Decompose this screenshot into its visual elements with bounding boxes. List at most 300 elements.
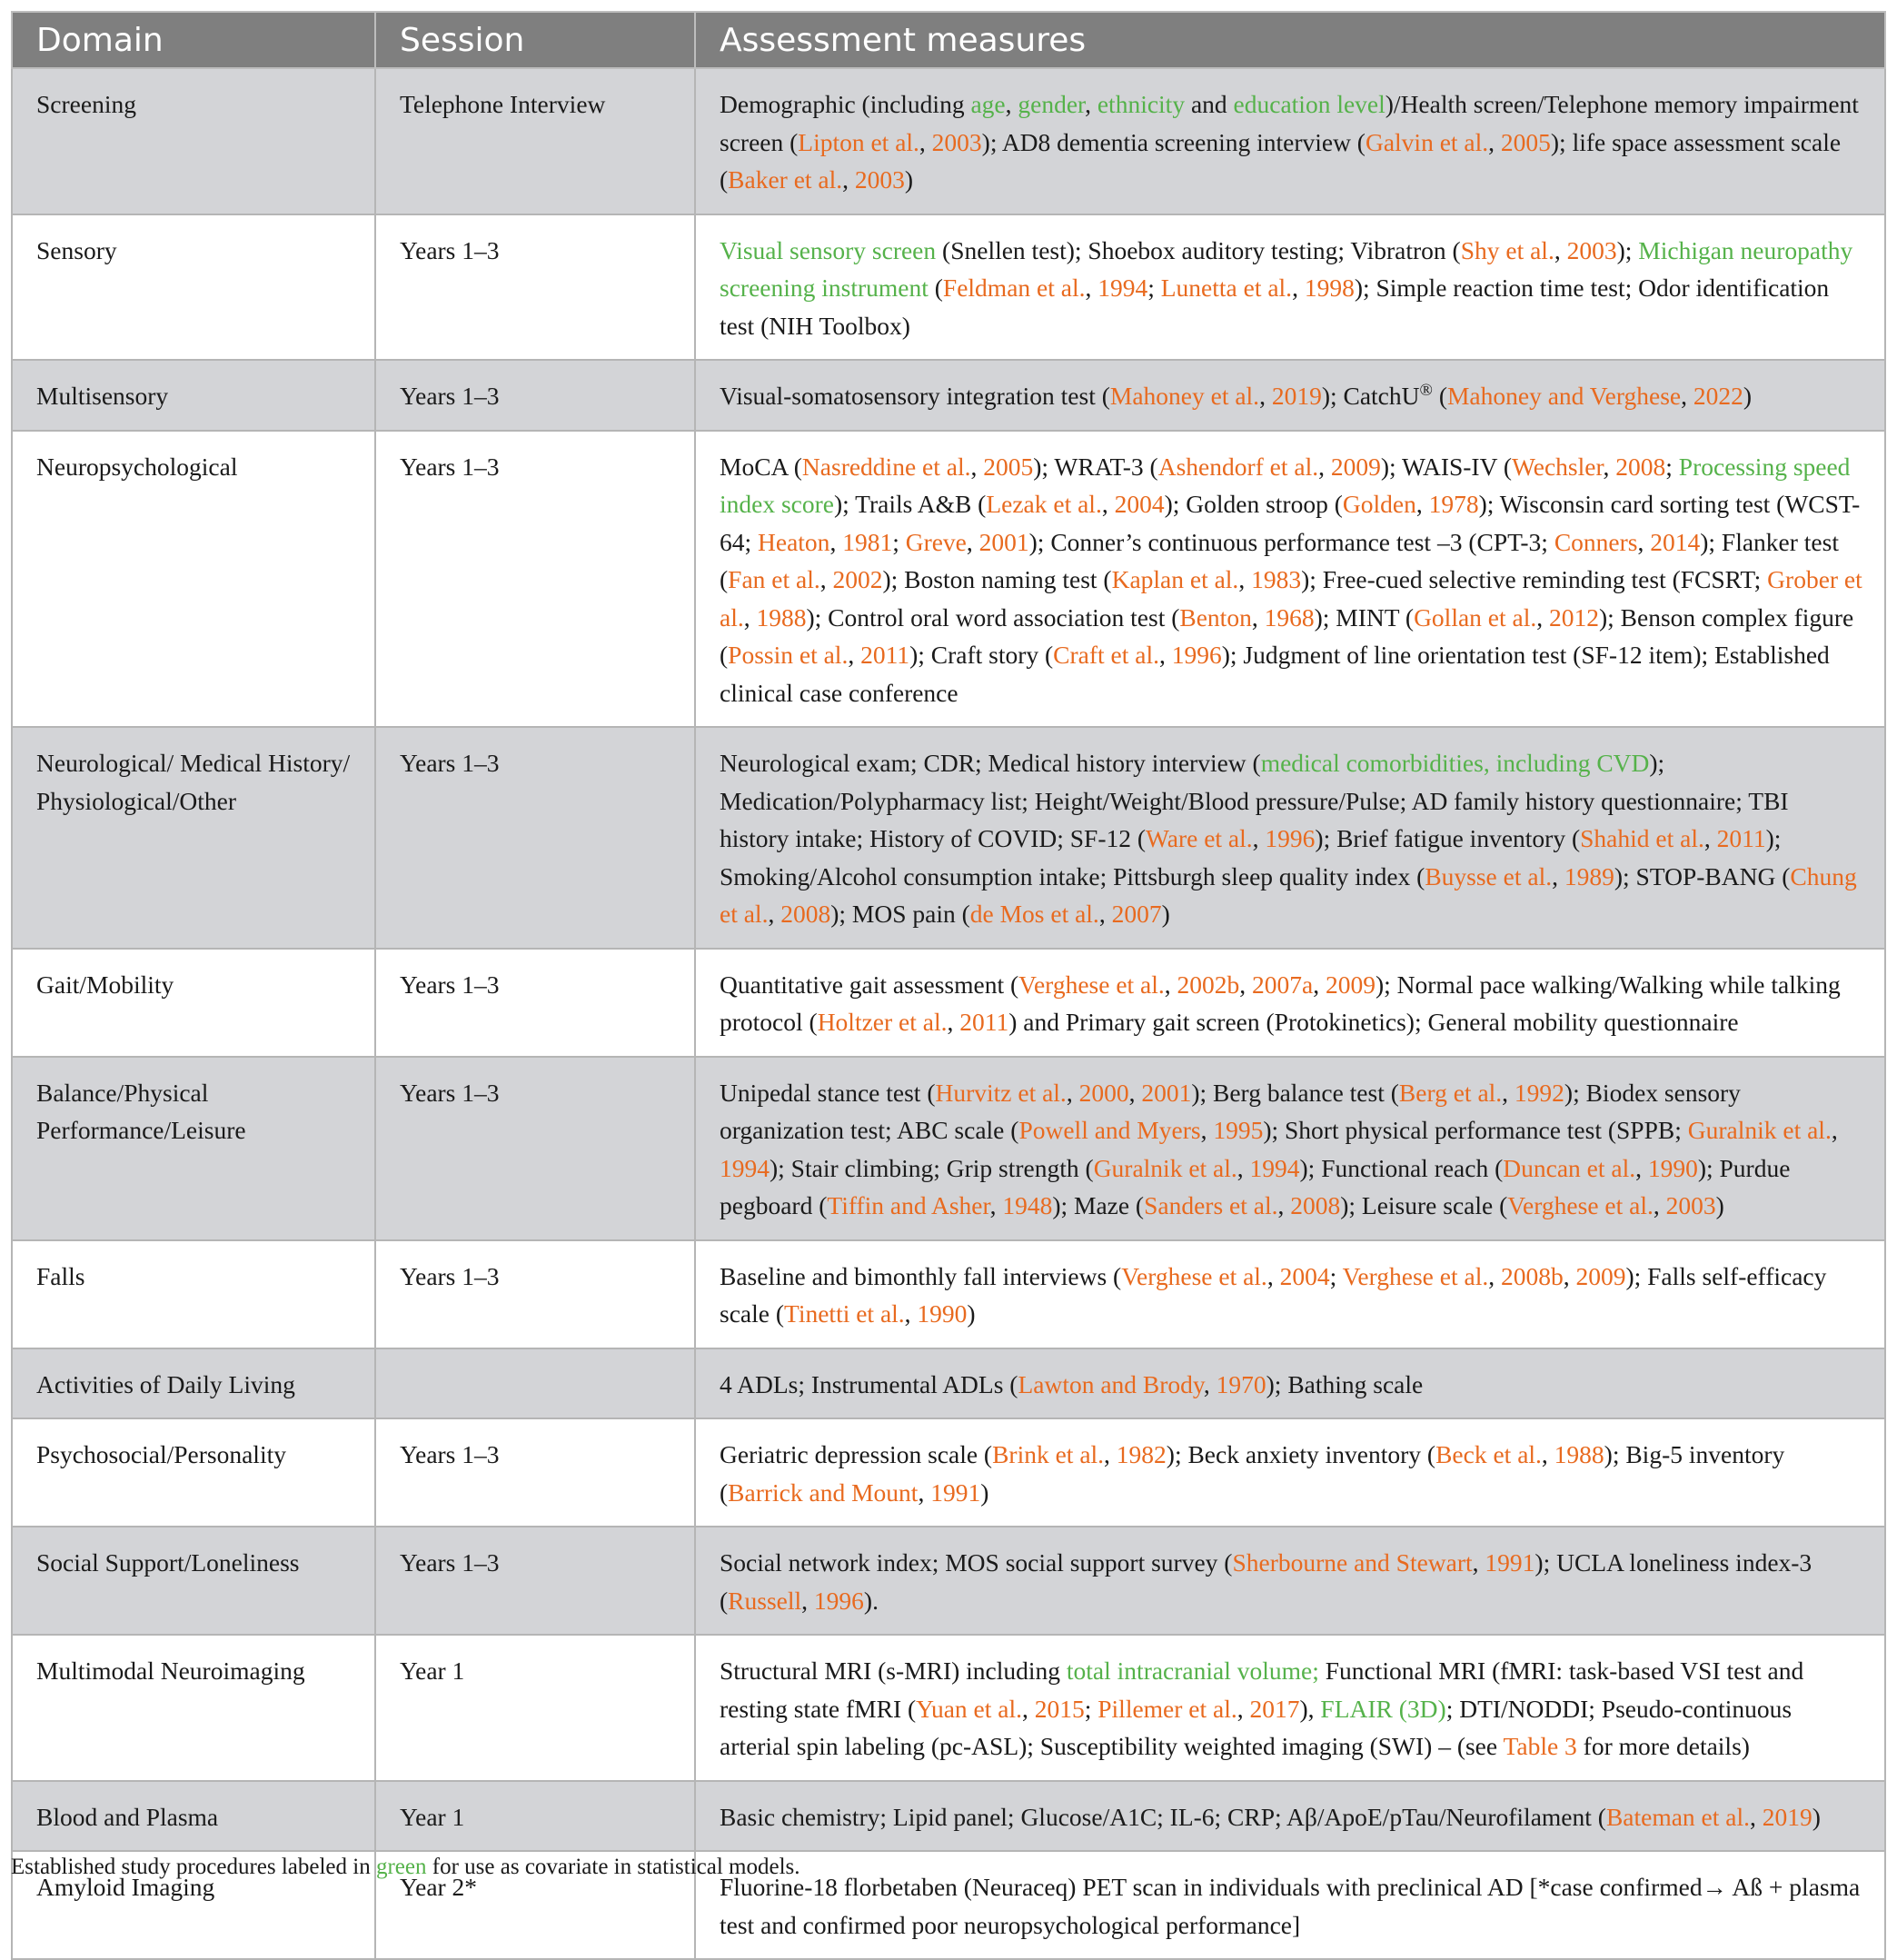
measure-text: , (1252, 824, 1266, 852)
measure-text: 4 ADLs; Instrumental ADLs ( (720, 1369, 1018, 1398)
citation-link[interactable]: 1948 (1002, 1191, 1053, 1219)
table-row (12, 1635, 1885, 1781)
table-row (12, 949, 1885, 1057)
citation-link[interactable]: 2009 (1330, 452, 1381, 481)
citation-link[interactable]: 2000 (1078, 1078, 1129, 1107)
citation-link[interactable]: 2017 (1249, 1694, 1300, 1723)
citation-link[interactable]: Ware et al. (1146, 824, 1253, 852)
measure-text: ); Craft story ( (909, 641, 1054, 669)
citation-link[interactable]: 2015 (1034, 1694, 1085, 1723)
domain-cell: Social Support/Loneliness (12, 1527, 375, 1635)
measure-text: ) (1812, 1802, 1821, 1831)
citation-link[interactable]: 2007 (1111, 900, 1162, 928)
measure-text: ); WRAT-3 ( (1033, 452, 1158, 481)
citation-link[interactable]: 2022 (1693, 382, 1743, 410)
citation-link[interactable]: 2008 (1615, 452, 1666, 481)
citation-link[interactable]: 1978 (1428, 490, 1479, 518)
citation-link[interactable]: Golden (1342, 490, 1416, 518)
measure-text: ; (892, 527, 906, 556)
measures-cell (695, 360, 1885, 431)
citation-link[interactable]: 2019 (1762, 1802, 1813, 1831)
measure-text: , (768, 900, 781, 928)
citation-link[interactable]: 2001 (978, 527, 1029, 556)
measure-text: , (1128, 1078, 1142, 1107)
citation-link[interactable]: 2004 (1279, 1261, 1330, 1290)
citation-link[interactable]: Beck et al. (1435, 1440, 1542, 1468)
measure-text: ); Beck anxiety inventory ( (1166, 1440, 1436, 1468)
measure-text: , (1554, 235, 1567, 264)
measure-text: for more details) (1576, 1732, 1750, 1760)
session-cell: Years 1–3 (375, 214, 695, 361)
domain-cell: Amyloid Imaging (12, 1851, 375, 1959)
citation-link[interactable]: 1991 (1485, 1548, 1535, 1577)
citation-link[interactable]: Lezak et al. (986, 490, 1102, 518)
citation-link[interactable]: 2002b (1177, 970, 1240, 999)
citation-link[interactable]: Lawton and Brody (1018, 1369, 1204, 1398)
citation-link[interactable]: Grober et al. (720, 565, 1862, 632)
domain-cell: Blood and Plasma (12, 1781, 375, 1852)
measure-text: , (1637, 527, 1651, 556)
footnote-green-word: green (375, 1855, 427, 1879)
measure-text: , (1488, 127, 1501, 156)
measure-text: , (1066, 1078, 1079, 1107)
citation-link[interactable]: 2011 (1716, 824, 1766, 852)
citation-link[interactable]: Pillemer et al. (1097, 1694, 1237, 1723)
citation-link[interactable]: de Mos et al. (969, 900, 1099, 928)
registered-mark: ® (1419, 380, 1433, 400)
citation-link[interactable]: 2008 (1290, 1191, 1341, 1219)
measure-text: , (819, 565, 833, 593)
measure-text: ); Maze ( (1052, 1191, 1145, 1219)
measure-text: ); Medication/Polypharmacy list; Height/Weight/Blood pressure/Pulse; AD family history questionnaire; TBI history intake; History of COVID; SF-12 ( (720, 749, 1789, 852)
citation-link[interactable]: 1989 (1564, 861, 1614, 890)
citation-link[interactable]: 1968 (1264, 602, 1315, 632)
measure-text: , (1266, 1261, 1280, 1290)
measure-text: , (1563, 1261, 1576, 1290)
citation-link[interactable]: Verghese et al. (1507, 1191, 1654, 1219)
covariate-text: gender (1018, 90, 1086, 118)
citation-link[interactable]: 2012 (1548, 602, 1599, 632)
citation-link[interactable]: Kaplan et al. (1111, 565, 1239, 593)
measure-text: , (743, 602, 757, 632)
measure-text: ); Purdue pegboard ( (720, 1153, 1791, 1219)
measures-cell (695, 1851, 1885, 1959)
citation-link[interactable]: 2003 (931, 127, 982, 156)
citation-link[interactable]: Greve (905, 527, 967, 556)
measure-text: ) (967, 1299, 976, 1328)
measure-text: ); Judgment of line orientation test (SF-12 item); Established clinical case conference (720, 641, 1830, 707)
measure-text: , (1164, 970, 1177, 999)
covariate-text: Processing speed index score (720, 452, 1851, 518)
citation-link[interactable]: 2005 (983, 452, 1034, 481)
measure-text: , (1415, 490, 1429, 518)
citation-link[interactable]: Russell (728, 1586, 802, 1615)
header-session: Session (375, 12, 695, 68)
citation-link[interactable]: Sanders et al. (1144, 1191, 1278, 1219)
measure-text: ); Control oral word association test ( (806, 602, 1180, 632)
measure-text: , (1313, 970, 1326, 999)
table-footnote (11, 1855, 800, 1880)
citation-link[interactable]: Guralnik et al. (1687, 1116, 1832, 1144)
measure-text: ); Functional reach ( (1299, 1153, 1504, 1182)
measure-text: ); UCLA loneliness index-3 ( (720, 1548, 1813, 1615)
table-row (12, 431, 1885, 728)
table-body (12, 68, 1885, 1959)
measure-text: Functional MRI (fMRI: task-based VSI test and resting state fMRI ( (720, 1657, 1804, 1723)
citation-link[interactable]: 1981 (842, 527, 893, 556)
citation-link[interactable]: Mahoney and Verghese (1446, 382, 1682, 410)
table-row (12, 360, 1885, 431)
measure-text: , (1318, 452, 1331, 481)
citation-link[interactable]: Benton (1179, 602, 1252, 632)
measure-text: ); Smoking/Alcohol consumption intake; Pittsburgh sleep quality index ( (720, 824, 1782, 890)
measure-text: , (1104, 1440, 1117, 1468)
citation-link[interactable]: Buysse et al. (1425, 861, 1553, 890)
citation-link[interactable]: Galvin et al. (1365, 127, 1489, 156)
citation-link[interactable]: 1988 (756, 602, 807, 632)
measure-text: ); Falls self-efficacy scale ( (720, 1261, 1827, 1328)
measure-text: ) (904, 165, 914, 194)
measure-text: ); WAIS-IV ( (1380, 452, 1512, 481)
citation-link[interactable]: 2019 (1271, 382, 1322, 410)
measure-text: ); Flanker test ( (720, 527, 1839, 593)
measure-text: ); Bathing scale (1266, 1369, 1424, 1398)
measure-text: ). (863, 1586, 879, 1615)
measures-cell (695, 1348, 1885, 1419)
citation-link[interactable]: Chung et al. (720, 861, 1857, 928)
measure-text: Fluorine-18 florbetaben (Neuraceq) PET scan in individuals with preclinical AD [*case confirmed→ Aß + plasma test and confirmed poor neuropsychological performance] (720, 1873, 1861, 1939)
measure-text: , (1203, 1369, 1217, 1398)
citation-link[interactable]: 1990 (917, 1299, 968, 1328)
citation-link[interactable]: Hurvitz et al. (935, 1078, 1067, 1107)
citation-link[interactable]: Verghese et al. (1121, 1261, 1267, 1290)
citation-link[interactable]: 1998 (1304, 274, 1355, 302)
session-cell: Years 1–3 (375, 1240, 695, 1348)
citation-link[interactable]: Barrick and Mount (728, 1477, 919, 1507)
citation-link[interactable]: 1995 (1213, 1116, 1264, 1144)
measure-text: , (829, 527, 843, 556)
measure-text: , (801, 1586, 814, 1615)
measure-text: ) (980, 1477, 989, 1507)
measure-text: ) and Primary gait screen (Protokinetics); General mobility questionnaire (1008, 1008, 1739, 1036)
measures-cell (695, 1635, 1885, 1781)
measure-text: ; (1147, 274, 1161, 302)
domain-cell: Multimodal Neuroimaging (12, 1635, 375, 1781)
measure-text: , (904, 1299, 918, 1328)
measure-text: ); Brief fatigue inventory ( (1315, 824, 1581, 852)
measure-text: , (1085, 90, 1097, 118)
footnote-after: for use as covariate in statistical models. (426, 1855, 800, 1879)
measure-text: ); Benson complex figure ( (720, 602, 1854, 669)
measure-text: , (1292, 274, 1305, 302)
measure-text: , (1536, 602, 1549, 632)
citation-link[interactable]: 1988 (1554, 1440, 1604, 1468)
citation-link[interactable]: 1990 (1647, 1153, 1698, 1182)
citation-link[interactable]: Bateman et al. (1605, 1802, 1750, 1831)
measure-text: Structural MRI (s-MRI) including (720, 1657, 1067, 1685)
citation-link[interactable]: 1996 (813, 1586, 864, 1615)
assessment-table (11, 11, 1886, 1960)
citation-link[interactable]: 2011 (959, 1008, 1009, 1036)
session-cell: Telephone Interview (375, 68, 695, 214)
table-row (12, 1240, 1885, 1348)
covariate-text: education level (1233, 90, 1386, 118)
measure-text: ), (1299, 1694, 1321, 1723)
measure-text: ); Boston naming test ( (882, 565, 1112, 593)
citation-link[interactable]: 2003 (1566, 235, 1617, 264)
citation-link[interactable]: 1994 (1249, 1153, 1300, 1182)
covariate-text: FLAIR (3D) (1320, 1694, 1446, 1723)
table-row (12, 1418, 1885, 1527)
citation-link[interactable]: Heaton (758, 527, 830, 556)
measure-text: , (1541, 1440, 1554, 1468)
session-cell: Years 1–3 (375, 1527, 695, 1635)
citation-link[interactable]: Powell and Myers (1018, 1116, 1201, 1144)
citation-link[interactable]: Lipton et al. (798, 127, 919, 156)
measure-text: , (1603, 452, 1616, 481)
measure-text: , (1098, 900, 1112, 928)
domain-cell: Gait/Mobility (12, 949, 375, 1057)
measure-text: ); Normal pace walking/Walking while talking protocol ( (720, 970, 1841, 1036)
measures-cell (695, 1057, 1885, 1240)
measure-text: ); Trails A&B ( (834, 490, 987, 518)
covariate-text: age (970, 90, 1006, 118)
table-row (12, 68, 1885, 214)
measure-text: Baseline and bimonthly fall interviews ( (720, 1261, 1122, 1290)
measure-text: ); life space assessment scale ( (720, 127, 1842, 194)
session-cell: Year 1 (375, 1781, 695, 1852)
citation-link[interactable]: 1994 (1097, 274, 1148, 302)
measure-text: , (1502, 1078, 1515, 1107)
session-cell: Years 1–3 (375, 949, 695, 1057)
domain-cell: Falls (12, 1240, 375, 1348)
measure-text: Visual-somatosensory integration test ( (720, 382, 1110, 410)
citation-link[interactable]: 2002 (832, 565, 883, 593)
measure-text: , (1085, 274, 1098, 302)
citation-link[interactable]: 2011 (860, 641, 910, 669)
measure-text: , (1158, 641, 1172, 669)
measure-text: , (918, 1477, 931, 1507)
citation-link[interactable]: 2009 (1325, 970, 1376, 999)
measure-text: ( (1432, 382, 1447, 410)
measure-text: ); Big-5 inventory ( (720, 1440, 1785, 1507)
measures-cell (695, 68, 1885, 214)
measures-cell (695, 1781, 1885, 1852)
measure-text: ( (928, 274, 943, 302)
citation-link[interactable]: Berg et al. (1398, 1078, 1503, 1107)
measure-text: , (1238, 565, 1252, 593)
footnote-before: Established study procedures labeled in (11, 1855, 376, 1879)
citation-link[interactable]: Shy et al. (1460, 235, 1554, 264)
measure-text: Unipedal stance test ( (720, 1078, 936, 1107)
measure-text: ); STOP-BANG ( (1614, 861, 1791, 890)
table-row (12, 1781, 1885, 1852)
citation-link[interactable]: 2003 (854, 165, 905, 194)
citation-link[interactable]: Duncan et al. (1503, 1153, 1636, 1182)
measure-text: Basic chemistry; Lipid panel; Glucose/A1C; IL-6; CRP; Aβ/ApoE/pTau/Neurofilament ( (720, 1802, 1606, 1831)
citation-link[interactable]: Ashendorf et al. (1157, 452, 1319, 481)
measures-cell (695, 431, 1885, 728)
domain-cell: Neuropsychological (12, 431, 375, 728)
measure-text: , (1472, 1548, 1485, 1577)
covariate-text: total intracranial volume; (1066, 1657, 1319, 1685)
citation-link[interactable]: Holtzer et al. (817, 1008, 948, 1036)
session-cell: Years 1–3 (375, 360, 695, 431)
measure-text: Quantitative gait assessment ( (720, 970, 1019, 999)
measure-text: MoCA ( (720, 452, 802, 481)
measures-cell (695, 214, 1885, 361)
measures-cell (695, 949, 1885, 1057)
measure-text: , (842, 165, 855, 194)
citation-link[interactable]: Yuan et al. (916, 1694, 1022, 1723)
citation-link[interactable]: Brink et al. (992, 1440, 1105, 1468)
citation-link[interactable]: Guralnik et al. (1093, 1153, 1237, 1182)
assessment-table-container (11, 11, 1884, 1960)
citation-link[interactable]: Conners (1554, 527, 1638, 556)
citation-link[interactable]: 2004 (1114, 490, 1165, 518)
measure-text: Social network index; MOS social support survey ( (720, 1548, 1233, 1577)
session-cell: Year 2* (375, 1851, 695, 1959)
table-row (12, 214, 1885, 361)
measure-text: , (1831, 1116, 1838, 1144)
citation-link[interactable]: Mahoney et al. (1109, 382, 1260, 410)
domain-cell: Activities of Daily Living (12, 1348, 375, 1419)
citation-link[interactable]: 2008 (780, 900, 831, 928)
session-cell: Year 1 (375, 1635, 695, 1781)
measure-text: , (1237, 1153, 1250, 1182)
measure-text: , (1005, 90, 1018, 118)
measure-text: ); Wisconsin card sorting test (WCST-64; (720, 490, 1861, 556)
measure-text: ); MOS pain ( (830, 900, 970, 928)
measure-text: ); Berg balance test ( (1191, 1078, 1399, 1107)
measure-text: , (848, 641, 861, 669)
session-cell (375, 1348, 695, 1419)
measure-text: , (919, 127, 932, 156)
covariate-text: medical comorbidities, including CVD (1260, 749, 1650, 777)
measure-text: ); Golden stroop ( (1164, 490, 1343, 518)
measure-text: and (1185, 90, 1234, 118)
citation-link[interactable]: Shahid et al. (1580, 824, 1704, 852)
measure-text: , (1653, 1191, 1666, 1219)
measures-cell (695, 1527, 1885, 1635)
citation-link[interactable]: 1982 (1116, 1440, 1167, 1468)
measure-text: ; (1329, 1261, 1343, 1290)
table-row (12, 727, 1885, 949)
measure-text: , (1237, 1694, 1250, 1723)
citation-link[interactable]: 1996 (1265, 824, 1316, 852)
citation-link[interactable]: Gollan et al. (1414, 602, 1537, 632)
citation-link[interactable]: Verghese et al. (1342, 1261, 1489, 1290)
domain-cell: Neurological/ Medical History/ Physiological/Other (12, 727, 375, 949)
measure-text: ); AD8 dementia screening interview ( (981, 127, 1366, 156)
measure-text: , (1239, 970, 1253, 999)
measure-text: , (1552, 861, 1564, 890)
measure-text: , (1277, 1191, 1291, 1219)
citation-link[interactable]: Baker et al. (728, 165, 843, 194)
measures-cell (695, 1418, 1885, 1527)
measure-text: , (1021, 1694, 1035, 1723)
measure-text: ); Biodex sensory organization test; ABC scale ( (720, 1078, 1741, 1144)
citation-link[interactable]: 2014 (1650, 527, 1701, 556)
table-row (12, 1057, 1885, 1240)
citation-link[interactable]: Possin et al. (728, 641, 849, 669)
measure-text: , (1259, 382, 1272, 410)
session-cell: Years 1–3 (375, 727, 695, 949)
citation-link[interactable]: 2009 (1575, 1261, 1626, 1290)
measure-text: , (1681, 382, 1693, 410)
citation-link[interactable]: 2003 (1665, 1191, 1716, 1219)
measure-text: Geriatric depression scale ( (720, 1440, 993, 1468)
table-header (12, 12, 1885, 68)
measures-cell (695, 727, 1885, 949)
citation-link[interactable]: Lunetta et al. (1160, 274, 1293, 302)
citation-link[interactable]: Fan et al. (728, 565, 820, 593)
citation-link[interactable]: Nasreddine et al. (801, 452, 971, 481)
measure-text: Demographic (including (720, 90, 971, 118)
header-domain: Domain (12, 12, 375, 68)
domain-cell: Balance/Physical Performance/Leisure (12, 1057, 375, 1240)
citation-link[interactable]: Tinetti et al. (784, 1299, 905, 1328)
measure-text: )/Health screen/Telephone memory impairment screen ( (720, 90, 1859, 156)
citation-link[interactable]: Tiffin and Asher (827, 1191, 990, 1219)
citation-link[interactable]: 1996 (1171, 641, 1222, 669)
measure-text: , (947, 1008, 960, 1036)
measure-text: ); Simple reaction time test; Odor identification test (NIH Toolbox) (720, 274, 1830, 340)
measure-text: ); CatchU (1321, 382, 1420, 410)
measure-text: ); Free-cued selective reminding test (FCSRT; (1301, 565, 1768, 593)
citation-link[interactable]: 2005 (1500, 127, 1551, 156)
measure-text: , (989, 1191, 1003, 1219)
citation-link[interactable]: Feldman et al. (942, 274, 1086, 302)
session-cell: Years 1–3 (375, 431, 695, 728)
measure-text: ; (1665, 452, 1679, 481)
measure-text: , (970, 452, 984, 481)
citation-link[interactable]: 1992 (1514, 1078, 1564, 1107)
measure-text: ); Leisure scale ( (1340, 1191, 1508, 1219)
citation-link[interactable]: Table 3 (1503, 1732, 1577, 1760)
session-cell: Years 1–3 (375, 1057, 695, 1240)
measure-text: Neurological exam; CDR; Medical history interview ( (720, 749, 1261, 777)
measure-text: , (1635, 1153, 1648, 1182)
measure-text: ) (1715, 1191, 1724, 1219)
citation-link[interactable]: 1970 (1216, 1369, 1266, 1398)
measure-text: ); Stair climbing; Grip strength ( (770, 1153, 1094, 1182)
measure-text: ); (1616, 235, 1639, 264)
table-row (12, 1348, 1885, 1419)
measures-cell (695, 1240, 1885, 1348)
citation-link[interactable]: 2007a (1252, 970, 1314, 999)
measure-text: , (1101, 490, 1115, 518)
citation-link[interactable]: 1994 (720, 1153, 770, 1182)
citation-link[interactable]: 1983 (1251, 565, 1302, 593)
measure-text: ); MINT ( (1314, 602, 1415, 632)
citation-link[interactable]: Sherbourne and Stewart (1232, 1548, 1473, 1577)
covariate-text: ethnicity (1097, 90, 1186, 118)
citation-link[interactable]: Craft et al. (1053, 641, 1159, 669)
measure-text: ) (1743, 382, 1753, 410)
table-row (12, 1527, 1885, 1635)
citation-link[interactable]: 2008b (1500, 1261, 1564, 1290)
measure-text: , (1750, 1802, 1763, 1831)
citation-link[interactable]: Wechsler (1511, 452, 1604, 481)
measure-text: (Snellen test); Shoebox auditory testing; Vibratron ( (936, 235, 1461, 264)
measure-text: , (1251, 602, 1265, 632)
measure-text: ) (1161, 900, 1170, 928)
citation-link[interactable]: 1991 (930, 1477, 981, 1507)
citation-link[interactable]: Verghese et al. (1018, 970, 1165, 999)
covariate-text: Michigan neuropathy screening instrument (720, 235, 1853, 302)
citation-link[interactable]: 2001 (1141, 1078, 1192, 1107)
